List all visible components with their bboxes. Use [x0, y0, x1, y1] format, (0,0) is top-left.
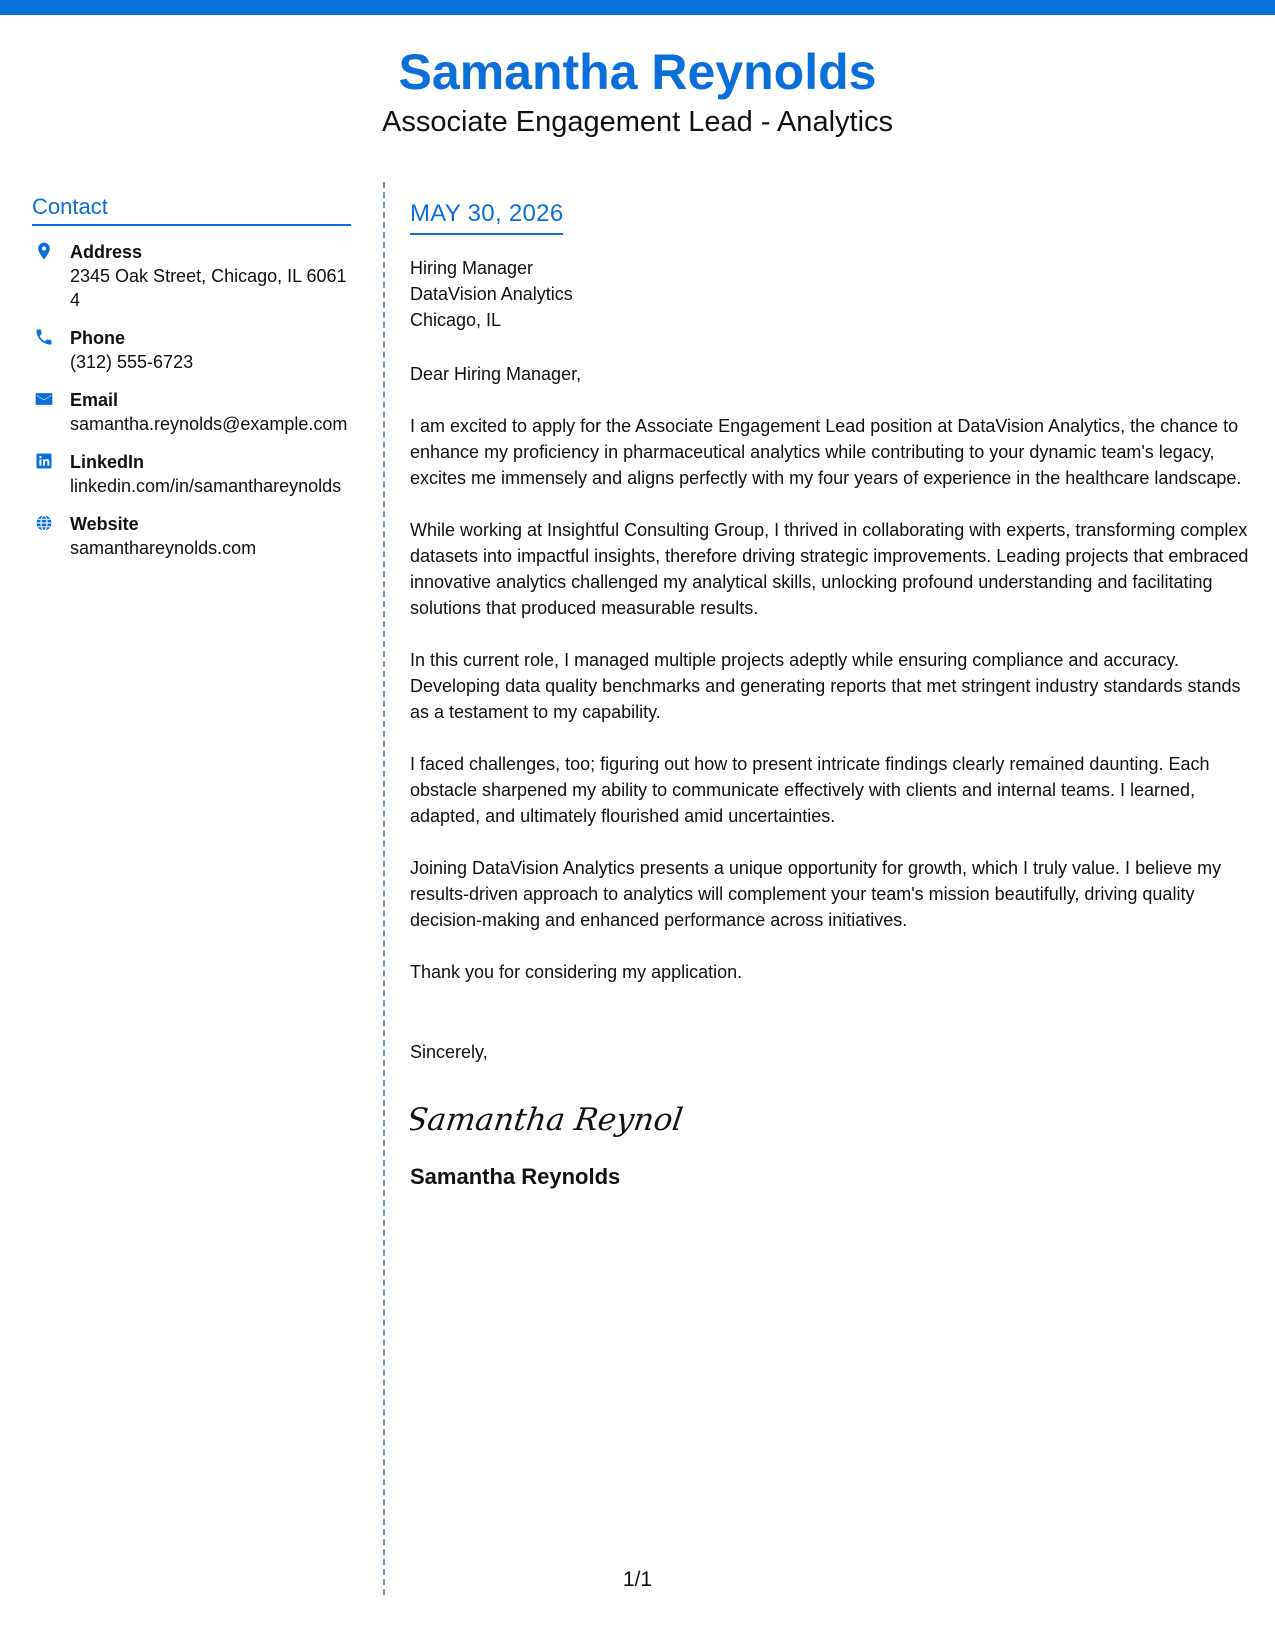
closing: Sincerely, [410, 1042, 488, 1062]
contact-label: Website [70, 514, 139, 534]
globe-icon [34, 513, 54, 533]
phone-icon [34, 327, 54, 347]
contact-value: 2345 Oak Street, Chicago, IL 60614 [70, 266, 347, 310]
envelope-icon [34, 389, 54, 409]
handwritten-signature [410, 1095, 1255, 1145]
job-title: Associate Engagement Lead - Analytics [381, 106, 894, 138]
contact-item-phone [32, 326, 351, 374]
applicant-name: Samantha Reynolds [398, 44, 877, 100]
salutation: Dear Hiring Manager, [410, 364, 582, 384]
contact-value: samanthareynolds.com [70, 538, 257, 558]
contact-value: (312) 555-6723 [70, 352, 194, 372]
body-paragraph: In this current role, I managed multiple projects adeptly while ensuring compliance and accuracy. Developing data quality benchmarks and generating reports that met stringent industry standards stands as a testament to my capability. [410, 650, 1241, 722]
top-accent-bar [0, 0, 1275, 15]
letter-date: MAY 30, 2026 [410, 198, 563, 235]
recipient-line: Hiring Manager [410, 258, 534, 278]
letter-header [0, 42, 1275, 140]
location-pin-icon [34, 241, 54, 261]
contact-value: samantha.reynolds@example.com [70, 414, 348, 434]
contact-sidebar [32, 193, 351, 560]
body-paragraph: I am excited to apply for the Associate Engagement Lead position at DataVision Analytics, the chance to enhance my proficiency in pharmaceutical analytics while contributing to your dynamic team's legacy, excites me immensely and aligns perfectly with my four years of experience in the healthcare landscape. [410, 416, 1242, 488]
contact-label: Phone [70, 328, 126, 348]
contact-value: linkedin.com/in/samanthareynolds [70, 476, 342, 496]
contact-label: Address [70, 242, 143, 262]
body-paragraph: I faced challenges, too; figuring out how to present intricate findings clearly remained daunting. Each obstacle sharpened my ability to communicate effectively with clients and internal teams. I learned, adapted, and ultimately flourished amid uncertainties. [410, 754, 1210, 826]
contact-label: Email [70, 390, 119, 410]
linkedin-icon [34, 451, 54, 471]
signature-image [410, 1095, 710, 1145]
recipient-line: Chicago, IL [410, 310, 502, 330]
recipient-line: DataVision Analytics [410, 284, 573, 304]
recipient-block [410, 255, 1255, 333]
body-paragraph: Joining DataVision Analytics presents a unique opportunity for growth, which I truly value. I believe my results-driven approach to analytics will complement your team's mission beautifully, driving quality decision-making and enhanced performance across initiatives. [410, 858, 1222, 930]
contact-item-email [32, 388, 351, 436]
contact-label: LinkedIn [70, 452, 145, 472]
column-divider [383, 182, 385, 1595]
contact-heading: Contact [32, 193, 351, 226]
page-number: 1/1 [622, 1568, 653, 1591]
contact-item-address [32, 240, 351, 312]
body-paragraph: Thank you for considering my application. [410, 962, 743, 982]
signed-name: Samantha Reynolds [410, 1164, 621, 1189]
contact-item-linkedin [32, 450, 351, 498]
contact-item-website [32, 512, 351, 560]
letter-body [410, 198, 1255, 1191]
signature-text: Samantha Reynol [410, 1102, 685, 1138]
body-paragraph: While working at Insightful Consulting Group, I thrived in collaborating with experts, transforming complex datasets into impactful insights, therefore driving strategic improvements. Leading projects that embraced innovative analytics challenged my analytical skills, unlocking profound understanding and facilitating solutions that produced measurable results. [410, 520, 1249, 618]
